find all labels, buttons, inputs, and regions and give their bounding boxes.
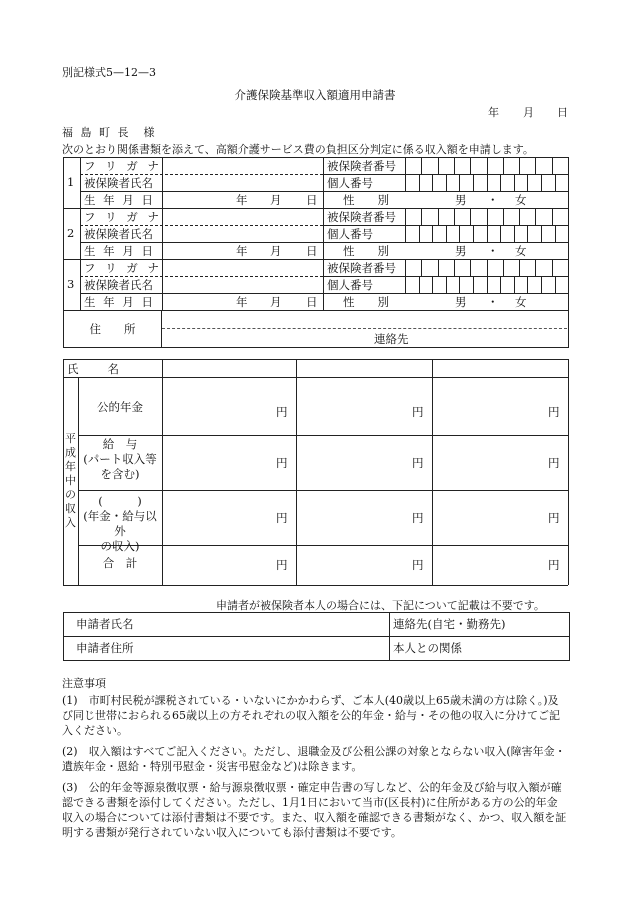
- income-row-label: 公的年金: [97, 400, 143, 414]
- grid-line: [162, 359, 163, 585]
- grid-line: [473, 174, 474, 191]
- furigana-field[interactable]: [163, 209, 322, 224]
- form-number: 別記様式5—12—3: [62, 66, 156, 79]
- grid-line: [487, 225, 488, 242]
- grid-line: [487, 259, 488, 276]
- sex-male: 男: [455, 295, 467, 309]
- dob-year: 年: [236, 295, 248, 309]
- dob-day: 日: [306, 193, 318, 207]
- income-row-label: ( ) (年金・給与以外 の収入): [83, 494, 157, 553]
- notes-list: [62, 693, 568, 840]
- grid-line: [63, 259, 64, 310]
- grid-line: [487, 208, 488, 225]
- dob-year: 年: [236, 244, 248, 258]
- grid-line: [519, 208, 520, 225]
- income-name-label: 氏 名: [67, 362, 121, 376]
- dob-label: 生 年 月 日: [84, 244, 155, 258]
- grid-line: [459, 276, 460, 293]
- sex-label: 性 別: [343, 244, 389, 258]
- grid-line: [470, 157, 471, 174]
- sex-male: 男: [455, 244, 467, 258]
- grid-line: [80, 157, 81, 208]
- grid-line: [432, 276, 433, 293]
- grid-line: [470, 208, 471, 225]
- grid-line: [555, 225, 556, 242]
- grid-line: [419, 174, 420, 191]
- recipient: 福 島 町 長 様: [62, 126, 157, 139]
- grid-line: [405, 157, 406, 191]
- grid-line: [500, 174, 501, 191]
- insured-name-field[interactable]: [163, 175, 322, 190]
- grid-line: [446, 276, 447, 293]
- yen-unit: 円: [412, 510, 424, 525]
- income-row-label: 合 計: [102, 556, 138, 570]
- grid-line: [421, 259, 422, 276]
- grid-line: [446, 174, 447, 191]
- yen-unit: 円: [412, 404, 424, 419]
- yen-unit: 円: [276, 404, 288, 419]
- applicant-address-label: 申請者住所: [64, 637, 390, 661]
- grid-line: [459, 174, 460, 191]
- dob-field[interactable]: [163, 243, 223, 258]
- grid-line: [432, 174, 433, 191]
- grid-line: [535, 208, 536, 225]
- yen-unit: 円: [276, 558, 288, 572]
- grid-line: [514, 276, 515, 293]
- furigana-field[interactable]: [163, 260, 322, 275]
- sex-dot: ・: [487, 244, 499, 258]
- grid-line: [527, 225, 528, 242]
- dob-month: 月: [270, 295, 282, 309]
- grid-line: [500, 276, 501, 293]
- applicant-table: [63, 612, 570, 661]
- grid-line: [78, 435, 568, 436]
- grid-line: [519, 259, 520, 276]
- grid-line: [63, 157, 64, 208]
- contact-label: 連絡先: [374, 332, 409, 346]
- insured-row-number: 2: [67, 226, 75, 240]
- grid-line: [535, 259, 536, 276]
- grid-line: [487, 276, 488, 293]
- grid-line: [323, 157, 324, 208]
- grid-line: [541, 225, 542, 242]
- grid-line: [487, 174, 488, 191]
- notes-heading: 注意事項: [62, 677, 106, 690]
- grid-line: [555, 276, 556, 293]
- grid-line: [500, 225, 501, 242]
- grid-line: [568, 259, 569, 310]
- grid-line: [405, 259, 406, 293]
- intro-text: 次のとおり関係書類を添えて、高額介護サービス費の負担区分判定に係る収入額を申請します。: [62, 143, 534, 156]
- insured-row-number: 1: [67, 175, 75, 189]
- dob-label: 生 年 月 日: [84, 193, 155, 207]
- sex-female: 女: [515, 193, 527, 207]
- income-row-label: 給 与 (パート収入等 を含む): [83, 437, 157, 481]
- grid-line: [80, 259, 81, 310]
- personal-number-label: 個人番号: [327, 278, 373, 292]
- grid-line: [419, 225, 420, 242]
- yen-unit: 円: [412, 558, 424, 572]
- grid-line: [514, 174, 515, 191]
- grid-line: [421, 208, 422, 225]
- grid-line: [63, 585, 568, 586]
- insured-number-label: 被保険者番号: [327, 261, 396, 275]
- grid-line: [568, 208, 569, 259]
- income-period-label: 平成 年中の収入: [65, 432, 76, 529]
- grid-line: [438, 157, 439, 174]
- personal-number-label: 個人番号: [327, 176, 373, 190]
- yen-unit: 円: [548, 558, 560, 572]
- dob-label: 生 年 月 日: [84, 295, 155, 309]
- dob-month: 月: [270, 193, 282, 207]
- grid-line: [527, 174, 528, 191]
- grid-line: [63, 377, 568, 378]
- personal-number-label: 個人番号: [327, 227, 373, 241]
- applicant-contact-label: 連絡先(自宅・勤務先): [390, 613, 570, 637]
- sex-dot: ・: [487, 193, 499, 207]
- grid-line: [514, 225, 515, 242]
- yen-unit: 円: [548, 510, 560, 525]
- dob-field[interactable]: [163, 294, 223, 309]
- insured-name-field[interactable]: [163, 277, 322, 292]
- yen-unit: 円: [276, 455, 288, 470]
- grid-line: [459, 225, 460, 242]
- note-item-2: (2) 収入額はすべてご記入ください。ただし、退職金及び公租公課の対象とならない収入(障害年金・遺族年金・恩給・特別弔慰金・災害弔慰金など)は除きます。: [62, 745, 566, 773]
- grid-line: [454, 259, 455, 276]
- address-label: 住 所: [89, 322, 136, 336]
- grid-line: [419, 276, 420, 293]
- grid-line: [527, 276, 528, 293]
- grid-line: [454, 208, 455, 225]
- furigana-label: フ リ ガ ナ: [84, 159, 162, 173]
- address-block: [63, 310, 569, 348]
- grid-line: [438, 259, 439, 276]
- grid-line: [432, 225, 433, 242]
- sex-female: 女: [515, 295, 527, 309]
- yen-unit: 円: [548, 455, 560, 470]
- grid-line: [568, 359, 569, 585]
- grid-line: [323, 259, 324, 310]
- date-year: 年: [488, 106, 499, 119]
- grid-line: [405, 208, 406, 242]
- insured-number-label: 被保険者番号: [327, 159, 396, 173]
- dob-field[interactable]: [163, 192, 223, 207]
- yen-unit: 円: [412, 455, 424, 470]
- grid-line: [454, 157, 455, 174]
- furigana-label: フ リ ガ ナ: [84, 210, 162, 224]
- grid-line: [503, 208, 504, 225]
- sex-label: 性 別: [343, 193, 389, 207]
- insured-name-label: 被保険者氏名: [84, 176, 153, 190]
- sex-male: 男: [455, 193, 467, 207]
- grid-line: [296, 359, 297, 585]
- grid-line: [555, 174, 556, 191]
- sex-female: 女: [515, 244, 527, 258]
- grid-line: [552, 157, 553, 174]
- grid-line: [568, 157, 569, 208]
- grid-line: [446, 225, 447, 242]
- grid-line: [473, 276, 474, 293]
- applicant-note: 申請者が被保険者本人の場合には、下記について記載は不要です。: [216, 599, 545, 612]
- applicant-name-label: 申請者氏名: [64, 613, 390, 637]
- form-title: 介護保険基準収入額適用申請書: [234, 88, 396, 102]
- dob-month: 月: [270, 244, 282, 258]
- note-item-1: (1) 市町村民税が課税されている・いないにかかわらず、ご本人(40歳以上65歳未満の方は除く。)及び同じ世帯におられる65歳以上の方それぞれの収入額を公的年金・給与・その他の収入に分けてご記入ください。: [62, 694, 560, 737]
- grid-line: [552, 208, 553, 225]
- grid-line: [503, 157, 504, 174]
- insured-name-label: 被保険者氏名: [84, 278, 153, 292]
- yen-unit: 円: [548, 404, 560, 419]
- furigana-field[interactable]: [163, 158, 322, 173]
- insured-name-label: 被保険者氏名: [84, 227, 153, 241]
- date-day: 日: [557, 106, 568, 119]
- grid-line: [535, 157, 536, 174]
- grid-line: [487, 157, 488, 174]
- insured-row-number: 3: [67, 277, 75, 291]
- address-field[interactable]: [162, 311, 567, 328]
- dob-day: 日: [306, 295, 318, 309]
- dob-day: 日: [306, 244, 318, 258]
- insured-name-field[interactable]: [163, 226, 322, 241]
- note-item-3: (3) 公的年金等源泉徴収票・給与源泉徴収票・確定申告書の写しなど、公的年金及び給与収入額が確認できる書類を添付してください。ただし、1月1日において当市(区長村)に住所がある方の公的年金収入の場合については添付書類は不要です。また、収入額を確認できる書類がなく、かつ、収入額を証明する書類が発行されていない収入についても添付書類は不要です。: [62, 781, 567, 839]
- sex-label: 性 別: [343, 295, 389, 309]
- furigana-label: フ リ ガ ナ: [84, 261, 162, 275]
- grid-line: [63, 359, 568, 360]
- grid-line: [432, 359, 433, 585]
- grid-line: [438, 208, 439, 225]
- grid-line: [519, 157, 520, 174]
- grid-line: [78, 490, 568, 491]
- grid-line: [473, 225, 474, 242]
- grid-line: [323, 208, 324, 259]
- yen-unit: 円: [276, 510, 288, 525]
- grid-line: [470, 259, 471, 276]
- date-month: 月: [523, 106, 534, 119]
- grid-line: [80, 208, 81, 259]
- grid-line: [63, 208, 64, 259]
- grid-line: [421, 157, 422, 174]
- grid-line: [503, 259, 504, 276]
- sex-dot: ・: [487, 295, 499, 309]
- applicant-relation-label: 本人との関係: [390, 637, 570, 661]
- insured-number-label: 被保険者番号: [327, 210, 396, 224]
- dob-year: 年: [236, 193, 248, 207]
- grid-line: [541, 174, 542, 191]
- grid-line: [552, 259, 553, 276]
- grid-line: [63, 359, 64, 585]
- grid-line: [541, 276, 542, 293]
